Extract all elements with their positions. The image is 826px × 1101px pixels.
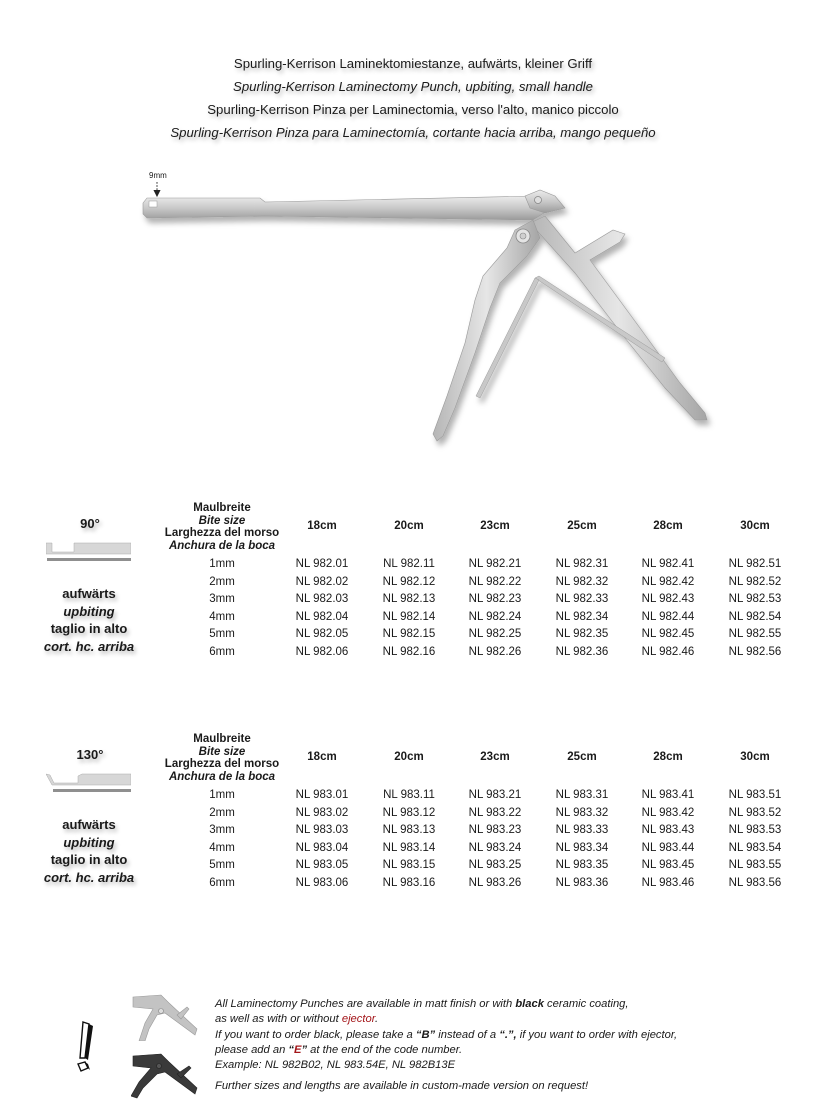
code-column-30cm: [712, 787, 798, 892]
code-cell: NL 982.05: [295, 628, 349, 640]
bite-header-it: Larghezza del morso: [164, 527, 280, 539]
bite-size: 5mm: [209, 628, 235, 640]
length-header: 30cm: [740, 520, 770, 532]
code-cell: NL 983.32: [555, 806, 609, 819]
code-cell: NL 982.22: [468, 575, 522, 588]
code-cell: NL 982.23: [468, 593, 522, 605]
length-header: 30cm: [740, 751, 770, 763]
direction-de: aufwärts: [62, 817, 116, 832]
direction-labels: [36, 816, 142, 886]
code-cell: NL 982.51: [728, 558, 782, 570]
footer-line-3: [215, 1028, 815, 1043]
code-cell: NL 982.26: [468, 645, 522, 658]
code-cell: NL 982.46: [641, 645, 695, 658]
footer-custom-note: Further sizes and lengths are available in custom-made version on request!: [215, 1080, 589, 1093]
code-column-30cm: [712, 556, 798, 661]
tip-dimension-label: 9mm: [149, 171, 167, 180]
bite-size: 4mm: [209, 841, 235, 854]
footer-example: Example: NL 982B02, NL 983.54E, NL 982B13E: [215, 1059, 456, 1072]
code-cell: NL 983.34: [555, 841, 609, 854]
code-cell: NL 983.13: [382, 824, 436, 836]
length-header: 20cm: [394, 520, 424, 532]
code-cell: NL 982.56: [728, 645, 782, 658]
product-titles: [0, 52, 826, 144]
code-cell: NL 983.41: [641, 789, 695, 801]
code-cell: NL 983.25: [468, 859, 522, 871]
code-cell: NL 982.52: [728, 575, 782, 588]
text-code-b: “B”: [415, 1028, 436, 1041]
bite-size-column: [182, 556, 262, 661]
text: .: [375, 1013, 379, 1026]
code-cell: NL 982.24: [468, 610, 522, 623]
product-table-90: [0, 500, 826, 670]
code-cell: NL 983.43: [641, 824, 695, 836]
length-header: 25cm: [567, 751, 597, 763]
code-cell: NL 983.14: [382, 841, 436, 854]
code-cell: NL 983.46: [641, 876, 695, 889]
code-cell: NL 982.01: [295, 558, 349, 570]
code-column-20cm: [366, 787, 452, 892]
code-cell: NL 983.55: [728, 859, 782, 871]
length-header: 28cm: [653, 520, 683, 532]
code-cell: NL 983.36: [555, 876, 609, 889]
bite-header-en: Bite size: [198, 745, 246, 758]
code-cell: NL 983.31: [555, 789, 609, 801]
text-quote: “: [288, 1043, 294, 1056]
code-cell: NL 983.05: [295, 859, 349, 871]
code-column-20cm: [366, 556, 452, 661]
length-header: 23cm: [480, 520, 510, 532]
code-cell: NL 983.35: [555, 859, 609, 871]
code-cell: NL 983.22: [468, 806, 522, 819]
footer-line-4: [215, 1043, 815, 1058]
text: instead of a: [435, 1028, 500, 1041]
code-cell: NL 982.36: [555, 645, 609, 658]
length-header: 20cm: [394, 751, 424, 763]
text-bold-black: black: [515, 998, 544, 1010]
text: if you want to order with ejector,: [516, 1028, 678, 1041]
code-cell: NL 982.53: [728, 593, 782, 605]
text: please add an: [215, 1043, 289, 1056]
code-cell: NL 983.21: [468, 789, 522, 801]
bite-size: 1mm: [209, 558, 235, 570]
bite-size-header: [152, 502, 292, 552]
code-cell: NL 982.33: [555, 593, 609, 605]
code-cell: NL 983.02: [295, 806, 349, 819]
bite-size: 1mm: [209, 789, 235, 801]
code-cell: NL 982.45: [641, 628, 695, 640]
bite-size: 2mm: [209, 806, 235, 819]
length-header: 25cm: [567, 520, 597, 532]
bite-size: 2mm: [209, 575, 235, 588]
code-cell: NL 982.41: [641, 558, 695, 570]
tip-90-image: [46, 540, 131, 564]
length-header: 18cm: [307, 751, 337, 763]
bite-size-column: [182, 787, 262, 892]
bite-size: 4mm: [209, 610, 235, 623]
text-code-dot: “.”,: [499, 1028, 517, 1041]
bite-header-es: Anchura de la boca: [168, 539, 276, 552]
angle-label: 90°: [80, 516, 100, 531]
text: at the end of the code number.: [307, 1043, 463, 1056]
angle-label: 130°: [76, 747, 104, 762]
code-cell: NL 983.45: [641, 859, 695, 871]
code-cell: NL 983.11: [383, 789, 435, 801]
length-header: 23cm: [480, 751, 510, 763]
code-cell: NL 983.53: [728, 824, 782, 836]
title-english: Spurling-Kerrison Laminectomy Punch, upbiting, small handle: [233, 79, 593, 94]
text: All Laminectomy Punches are available in matt finish or with: [215, 998, 516, 1010]
text-code-e: E: [294, 1043, 302, 1056]
matt-finish-thumbnail: [131, 993, 199, 1041]
bite-size: 6mm: [209, 645, 235, 658]
code-cell: NL 982.02: [295, 575, 349, 588]
code-cell: NL 982.12: [382, 575, 436, 588]
direction-it: taglio in alto: [50, 621, 128, 636]
code-cell: NL 983.51: [728, 789, 782, 801]
text: If you want to order black, please take a: [215, 1028, 416, 1041]
laminectomy-punch-image: [135, 168, 725, 458]
code-cell: NL 982.16: [382, 645, 436, 658]
code-cell: NL 983.12: [382, 806, 436, 819]
text-quote: ”: [301, 1043, 308, 1056]
exclamation-icon: [74, 1020, 104, 1075]
bite-size-header: [152, 733, 292, 783]
direction-es: cort. hc. arriba: [43, 638, 135, 654]
code-cell: NL 982.25: [468, 628, 522, 640]
code-column-23cm: [452, 556, 538, 661]
code-cell: NL 982.32: [555, 575, 609, 588]
code-cell: NL 983.06: [295, 876, 349, 889]
code-cell: NL 982.34: [555, 610, 609, 623]
code-cell: NL 983.04: [295, 841, 349, 854]
code-column-23cm: [452, 787, 538, 892]
title-german: Spurling-Kerrison Laminektomiestanze, aufwärts, kleiner Griff: [233, 56, 593, 71]
code-cell: NL 982.11: [383, 558, 435, 570]
bite-header-it: Larghezza del morso: [164, 758, 280, 770]
code-cell: NL 983.01: [295, 789, 349, 801]
code-column-25cm: [539, 556, 625, 661]
text: as well as with or without: [215, 1013, 342, 1026]
code-cell: NL 983.52: [728, 806, 782, 819]
code-cell: NL 982.14: [382, 610, 436, 623]
code-cell: NL 983.15: [382, 859, 436, 871]
bite-header-de: Maulbreite: [193, 733, 251, 745]
code-column-18cm: [279, 556, 365, 661]
direction-de: aufwärts: [62, 586, 116, 601]
title-italian: Spurling-Kerrison Pinza per Laminectomia, verso l'alto, manico piccolo: [207, 102, 619, 117]
code-column-28cm: [625, 556, 711, 661]
code-cell: NL 983.44: [641, 841, 695, 854]
code-cell: NL 982.31: [555, 558, 609, 570]
code-cell: NL 982.03: [295, 593, 349, 605]
code-cell: NL 983.56: [728, 876, 782, 889]
code-cell: NL 982.44: [641, 610, 695, 623]
footer-line-1: [215, 997, 815, 1012]
bite-header-de: Maulbreite: [193, 502, 251, 514]
code-cell: NL 983.42: [641, 806, 695, 819]
code-cell: NL 982.55: [728, 628, 782, 640]
text-ejector-highlight: ejector: [341, 1013, 376, 1026]
code-cell: NL 983.54: [728, 841, 782, 854]
code-cell: NL 982.54: [728, 610, 782, 623]
code-cell: NL 982.13: [382, 593, 436, 605]
code-cell: NL 982.04: [295, 610, 349, 623]
bite-size: 5mm: [209, 859, 235, 871]
code-cell: NL 982.35: [555, 628, 609, 640]
code-cell: NL 982.15: [382, 628, 436, 640]
bite-size: 3mm: [209, 593, 235, 605]
tip-130-image: [46, 771, 131, 795]
code-cell: NL 982.21: [468, 558, 522, 570]
bite-header-en: Bite size: [198, 514, 246, 527]
direction-labels: [36, 585, 142, 655]
product-table-130: [0, 731, 826, 901]
code-cell: NL 982.06: [295, 645, 349, 658]
length-header: 28cm: [653, 751, 683, 763]
code-cell: NL 983.03: [295, 824, 349, 836]
direction-en: upbiting: [63, 603, 115, 619]
bite-header-es: Anchura de la boca: [168, 770, 276, 783]
direction-en: upbiting: [63, 834, 115, 850]
code-cell: NL 982.42: [641, 575, 695, 588]
code-column-25cm: [539, 787, 625, 892]
direction-it: taglio in alto: [50, 852, 128, 867]
code-cell: NL 983.16: [382, 876, 436, 889]
code-cell: NL 983.26: [468, 876, 522, 889]
direction-es: cort. hc. arriba: [43, 869, 135, 885]
code-column-18cm: [279, 787, 365, 892]
code-column-28cm: [625, 787, 711, 892]
code-cell: NL 983.23: [468, 824, 522, 836]
text: ceramic coating,: [543, 998, 629, 1010]
length-header: 18cm: [307, 520, 337, 532]
code-cell: NL 983.24: [468, 841, 522, 854]
footer-line-2: [215, 1012, 815, 1027]
footer-notes: [215, 997, 815, 1095]
bite-size: 6mm: [209, 876, 235, 889]
code-cell: NL 983.33: [555, 824, 609, 836]
code-cell: NL 982.43: [641, 593, 695, 605]
bite-size: 3mm: [209, 824, 235, 836]
title-spanish: Spurling-Kerrison Pinza para Laminectomía, cortante hacia arriba, mango pequeño: [170, 125, 656, 140]
black-coating-thumbnail: [131, 1052, 199, 1100]
